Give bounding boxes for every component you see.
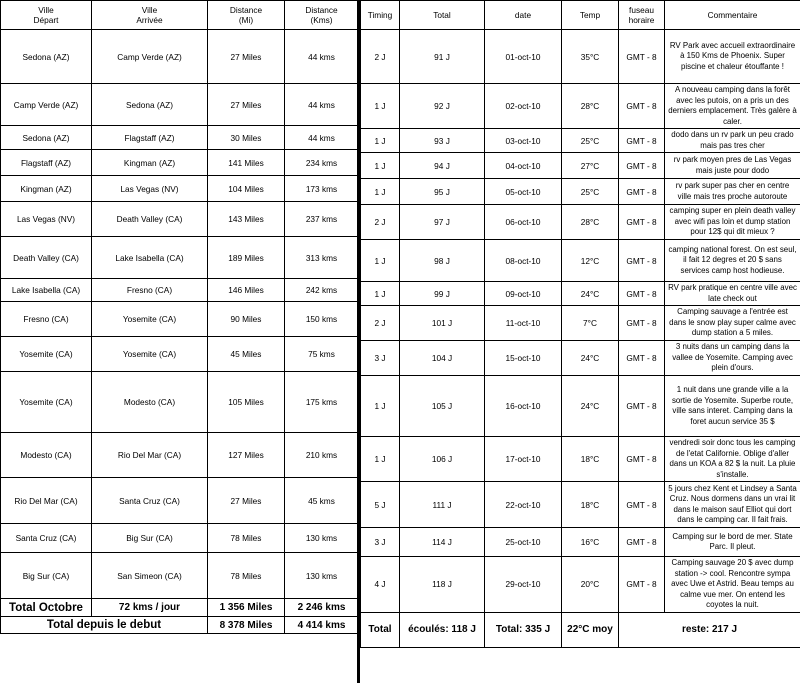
temp-cell: 28°C	[562, 84, 619, 129]
ville-depart-cell: Santa Cruz (CA)	[1, 524, 92, 553]
total-cell: 91 J	[400, 30, 485, 84]
header-date: date	[485, 1, 562, 30]
distance-mi-cell: 143 Miles	[208, 202, 285, 237]
fuseau-cell: GMT - 8	[619, 153, 665, 179]
commentaire-cell: Camping sauvage 20 $ avec dump station -> cool. Rencontre sympa avec Uwe et Astrid. Beau temps au calme vue mer. On entend les coyotes la nuit.	[665, 557, 800, 613]
ville-depart-cell: Flagstaff (AZ)	[1, 150, 92, 176]
right-table-row	[361, 153, 800, 179]
right-table-row	[361, 205, 800, 240]
fuseau-cell: GMT - 8	[619, 437, 665, 482]
right-total-temp: 22°C moy	[562, 612, 619, 647]
header-fuseau-horaire	[619, 1, 665, 30]
total-octobre-row	[1, 599, 359, 617]
distance-kms-cell: 150 kms	[285, 302, 359, 337]
ville-arrivee-cell: Big Sur (CA)	[92, 524, 208, 553]
fuseau-cell: GMT - 8	[619, 240, 665, 282]
journal-table	[360, 0, 800, 648]
total-debut-kms: 4 414 kms	[285, 617, 359, 634]
distance-mi-cell: 27 Miles	[208, 30, 285, 84]
commentaire-cell: RV Park avec accueil extraordinaire à 150 Kms de Phoenix. Super piscine et chaleur étouffante !	[665, 30, 800, 84]
ville-arrivee-cell: Sedona (AZ)	[92, 84, 208, 126]
right-table-row	[361, 129, 800, 153]
right-table-row	[361, 240, 800, 282]
ville-depart-cell: Rio Del Mar (CA)	[1, 478, 92, 524]
temp-cell: 12°C	[562, 240, 619, 282]
total-cell: 92 J	[400, 84, 485, 129]
total-cell: 111 J	[400, 482, 485, 528]
date-cell: 29-oct-10	[485, 557, 562, 613]
right-total-label: Total	[361, 612, 400, 647]
fuseau-cell: GMT - 8	[619, 528, 665, 557]
distances-table	[0, 0, 359, 634]
timing-cell: 1 J	[361, 129, 400, 153]
date-cell: 25-oct-10	[485, 528, 562, 557]
header-commentaire: Commentaire	[665, 1, 800, 30]
distance-kms-cell: 242 kms	[285, 279, 359, 302]
header-total: Total	[400, 1, 485, 30]
distance-kms-cell: 210 kms	[285, 433, 359, 478]
total-cell: 104 J	[400, 341, 485, 376]
temp-cell: 7°C	[562, 306, 619, 341]
header-timing: Timing	[361, 1, 400, 30]
distance-mi-cell: 27 Miles	[208, 478, 285, 524]
ville-arrivee-cell: Yosemite (CA)	[92, 337, 208, 372]
date-cell: 01-oct-10	[485, 30, 562, 84]
ville-arrivee-cell: Kingman (AZ)	[92, 150, 208, 176]
ville-depart-cell: Yosemite (CA)	[1, 372, 92, 433]
right-header-row	[361, 1, 800, 30]
right-table-row	[361, 179, 800, 205]
fuseau-cell: GMT - 8	[619, 129, 665, 153]
distance-mi-cell: 90 Miles	[208, 302, 285, 337]
header-distance-mi-line2: (Mi)	[238, 15, 254, 25]
left-table-row	[1, 478, 359, 524]
date-cell: 08-oct-10	[485, 240, 562, 282]
left-table-row	[1, 126, 359, 150]
ville-depart-cell: Las Vegas (NV)	[1, 202, 92, 237]
commentaire-cell: rv park moyen pres de Las Vegas mais juste pour dodo	[665, 153, 800, 179]
total-cell: 105 J	[400, 376, 485, 437]
commentaire-cell: Camping sur le bord de mer. State Parc. Il pleut.	[665, 528, 800, 557]
commentaire-cell: camping national forest. On est seul, il fait 12 degres et 20 $ sans services camp host hodieuse.	[665, 240, 800, 282]
distance-mi-cell: 146 Miles	[208, 279, 285, 302]
right-total-ecoules: écoulés: 118 J	[400, 612, 485, 647]
timing-cell: 4 J	[361, 557, 400, 613]
timing-cell: 1 J	[361, 282, 400, 306]
distance-kms-cell: 130 kms	[285, 553, 359, 599]
ville-depart-cell: Death Valley (CA)	[1, 237, 92, 279]
distance-kms-cell: 237 kms	[285, 202, 359, 237]
fuseau-cell: GMT - 8	[619, 84, 665, 129]
header-fuseau-line1: fuseau	[629, 5, 654, 15]
ville-depart-cell: Modesto (CA)	[1, 433, 92, 478]
fuseau-cell: GMT - 8	[619, 557, 665, 613]
total-cell: 99 J	[400, 282, 485, 306]
right-table-row	[361, 376, 800, 437]
timing-cell: 1 J	[361, 437, 400, 482]
timing-cell: 3 J	[361, 341, 400, 376]
distance-mi-cell: 189 Miles	[208, 237, 285, 279]
distance-mi-cell: 78 Miles	[208, 553, 285, 599]
commentaire-cell: vendredi soir donc tous les camping de l'etat Californie. Oblige d'aller dans un KOA a 82 $ la nuit. La pluie s'installe.	[665, 437, 800, 482]
timing-cell: 2 J	[361, 30, 400, 84]
left-header-row	[1, 1, 359, 30]
timing-cell: 2 J	[361, 306, 400, 341]
distance-mi-cell: 78 Miles	[208, 524, 285, 553]
distance-kms-cell: 44 kms	[285, 126, 359, 150]
commentaire-cell: RV park pratique en centre ville avec late check out	[665, 282, 800, 306]
ville-depart-cell: Camp Verde (AZ)	[1, 84, 92, 126]
temp-cell: 18°C	[562, 482, 619, 528]
temp-cell: 24°C	[562, 341, 619, 376]
ville-arrivee-cell: Yosemite (CA)	[92, 302, 208, 337]
temp-cell: 35°C	[562, 30, 619, 84]
left-table-row	[1, 372, 359, 433]
date-cell: 22-oct-10	[485, 482, 562, 528]
distance-kms-cell: 313 kms	[285, 237, 359, 279]
header-ville-arrivee-line1: Ville	[141, 5, 158, 15]
timing-cell: 1 J	[361, 84, 400, 129]
left-table-row	[1, 524, 359, 553]
timing-cell: 2 J	[361, 205, 400, 240]
right-table-row	[361, 282, 800, 306]
temp-cell: 27°C	[562, 153, 619, 179]
ville-arrivee-cell: Fresno (CA)	[92, 279, 208, 302]
total-octobre-miles: 1 356 Miles	[208, 599, 285, 617]
left-table-row	[1, 30, 359, 84]
temp-cell: 24°C	[562, 376, 619, 437]
fuseau-cell: GMT - 8	[619, 306, 665, 341]
right-table-row	[361, 30, 800, 84]
left-table-row	[1, 553, 359, 599]
total-debut-miles: 8 378 Miles	[208, 617, 285, 634]
distance-mi-cell: 127 Miles	[208, 433, 285, 478]
fuseau-cell: GMT - 8	[619, 179, 665, 205]
ville-arrivee-cell: Flagstaff (AZ)	[92, 126, 208, 150]
temp-cell: 16°C	[562, 528, 619, 557]
ville-arrivee-cell: Santa Cruz (CA)	[92, 478, 208, 524]
ville-arrivee-cell: Las Vegas (NV)	[92, 176, 208, 202]
distance-kms-cell: 44 kms	[285, 30, 359, 84]
total-cell: 95 J	[400, 179, 485, 205]
commentaire-cell: A nouveau camping dans la forêt avec les putois, on a pris un des derniers emplacement. Très galère à caler.	[665, 84, 800, 129]
total-octobre-per-day: 72 kms / jour	[92, 599, 208, 617]
fuseau-cell: GMT - 8	[619, 376, 665, 437]
header-distance-mi-line1: Distance	[229, 5, 263, 15]
temp-cell: 25°C	[562, 129, 619, 153]
temp-cell: 18°C	[562, 437, 619, 482]
date-cell: 17-oct-10	[485, 437, 562, 482]
commentaire-cell: 1 nuit dans une grande ville a la sortie de Yosemite. Superbe route, ville sans interet. Camping dans la foret aucun service 35 $	[665, 376, 800, 437]
ville-arrivee-cell: Lake Isabella (CA)	[92, 237, 208, 279]
commentaire-cell: Camping sauvage a l'entrée est dans le snow play super calme avec dump station a 5 miles.	[665, 306, 800, 341]
date-cell: 15-oct-10	[485, 341, 562, 376]
left-table-row	[1, 302, 359, 337]
total-cell: 101 J	[400, 306, 485, 341]
header-ville-arrivee	[92, 1, 208, 30]
ville-depart-cell: Sedona (AZ)	[1, 30, 92, 84]
date-cell: 06-oct-10	[485, 205, 562, 240]
right-table-row	[361, 557, 800, 613]
date-cell: 04-oct-10	[485, 153, 562, 179]
total-cell: 114 J	[400, 528, 485, 557]
date-cell: 09-oct-10	[485, 282, 562, 306]
total-octobre-label: Total Octobre	[1, 599, 92, 617]
timing-cell: 5 J	[361, 482, 400, 528]
left-table-row	[1, 237, 359, 279]
date-cell: 03-oct-10	[485, 129, 562, 153]
header-ville-depart	[1, 1, 92, 30]
ville-arrivee-cell: San Simeon (CA)	[92, 553, 208, 599]
right-table-row	[361, 84, 800, 129]
total-cell: 94 J	[400, 153, 485, 179]
right-table-row	[361, 306, 800, 341]
distance-mi-cell: 141 Miles	[208, 150, 285, 176]
ville-arrivee-cell: Camp Verde (AZ)	[92, 30, 208, 84]
header-temp: Temp	[562, 1, 619, 30]
distance-mi-cell: 30 Miles	[208, 126, 285, 150]
timing-cell: 1 J	[361, 179, 400, 205]
total-cell: 106 J	[400, 437, 485, 482]
timing-cell: 3 J	[361, 528, 400, 557]
commentaire-cell: dodo dans un rv park un peu crado mais pas tres cher	[665, 129, 800, 153]
total-debut-label: Total depuis le debut	[1, 617, 208, 634]
distance-kms-cell: 130 kms	[285, 524, 359, 553]
right-table-row	[361, 341, 800, 376]
date-cell: 16-oct-10	[485, 376, 562, 437]
right-table-row	[361, 528, 800, 557]
distance-kms-cell: 173 kms	[285, 176, 359, 202]
header-fuseau-line2: horaire	[628, 15, 655, 25]
ville-arrivee-cell: Death Valley (CA)	[92, 202, 208, 237]
left-table-row	[1, 150, 359, 176]
left-table-row	[1, 176, 359, 202]
total-octobre-kms: 2 246 kms	[285, 599, 359, 617]
ville-depart-cell: Big Sur (CA)	[1, 553, 92, 599]
fuseau-cell: GMT - 8	[619, 205, 665, 240]
fuseau-cell: GMT - 8	[619, 30, 665, 84]
header-distance-kms-line2: (Kms)	[310, 15, 333, 25]
right-total-reste: reste: 217 J	[619, 612, 800, 647]
right-total-row	[361, 612, 800, 647]
ville-depart-cell: Kingman (AZ)	[1, 176, 92, 202]
left-table-row	[1, 279, 359, 302]
ville-depart-cell: Lake Isabella (CA)	[1, 279, 92, 302]
left-table-row	[1, 433, 359, 478]
distance-kms-cell: 234 kms	[285, 150, 359, 176]
header-ville-depart-line1: Ville	[38, 5, 54, 15]
temp-cell: 28°C	[562, 205, 619, 240]
ville-depart-cell: Yosemite (CA)	[1, 337, 92, 372]
commentaire-cell: rv park super pas cher en centre ville mais tres proche autoroute	[665, 179, 800, 205]
distance-kms-cell: 44 kms	[285, 84, 359, 126]
ville-depart-cell: Sedona (AZ)	[1, 126, 92, 150]
right-table-row	[361, 482, 800, 528]
header-ville-arrivee-line2: Arrivée	[136, 15, 163, 25]
total-cell: 118 J	[400, 557, 485, 613]
timing-cell: 1 J	[361, 240, 400, 282]
left-table-row	[1, 84, 359, 126]
total-cell: 97 J	[400, 205, 485, 240]
commentaire-cell: 3 nuits dans un camping dans la vallee de Yosemite. Camping avec plein d'ours.	[665, 341, 800, 376]
ville-arrivee-cell: Modesto (CA)	[92, 372, 208, 433]
timing-cell: 1 J	[361, 153, 400, 179]
date-cell: 11-oct-10	[485, 306, 562, 341]
timing-cell: 1 J	[361, 376, 400, 437]
ville-arrivee-cell: Rio Del Mar (CA)	[92, 433, 208, 478]
fuseau-cell: GMT - 8	[619, 282, 665, 306]
header-distance-kms-line1: Distance	[305, 5, 338, 15]
fuseau-cell: GMT - 8	[619, 341, 665, 376]
fuseau-cell: GMT - 8	[619, 482, 665, 528]
header-ville-depart-line2: Départ	[33, 15, 59, 25]
left-table-row	[1, 202, 359, 237]
distance-kms-cell: 175 kms	[285, 372, 359, 433]
distance-kms-cell: 45 kms	[285, 478, 359, 524]
temp-cell: 25°C	[562, 179, 619, 205]
distance-mi-cell: 45 Miles	[208, 337, 285, 372]
total-debut-row	[1, 617, 359, 634]
commentaire-cell: camping super en plein death valley avec wifi pas loin et dump station pour 12$ qui dit mieux ?	[665, 205, 800, 240]
distance-kms-cell: 75 kms	[285, 337, 359, 372]
total-cell: 98 J	[400, 240, 485, 282]
header-distance-mi	[208, 1, 285, 30]
right-total-total: Total: 335 J	[485, 612, 562, 647]
temp-cell: 24°C	[562, 282, 619, 306]
right-table-row	[361, 437, 800, 482]
date-cell: 05-oct-10	[485, 179, 562, 205]
commentaire-cell: 5 jours chez Kent et Lindsey a Santa Cruz. Nous dormens dans un vrai lit dans le maison sauf Elliot qui dort dans le camping car. Il fait frais.	[665, 482, 800, 528]
distance-mi-cell: 27 Miles	[208, 84, 285, 126]
distance-mi-cell: 104 Miles	[208, 176, 285, 202]
left-table-row	[1, 337, 359, 372]
distance-mi-cell: 105 Miles	[208, 372, 285, 433]
ville-depart-cell: Fresno (CA)	[1, 302, 92, 337]
header-distance-kms	[285, 1, 359, 30]
total-cell: 93 J	[400, 129, 485, 153]
date-cell: 02-oct-10	[485, 84, 562, 129]
temp-cell: 20°C	[562, 557, 619, 613]
